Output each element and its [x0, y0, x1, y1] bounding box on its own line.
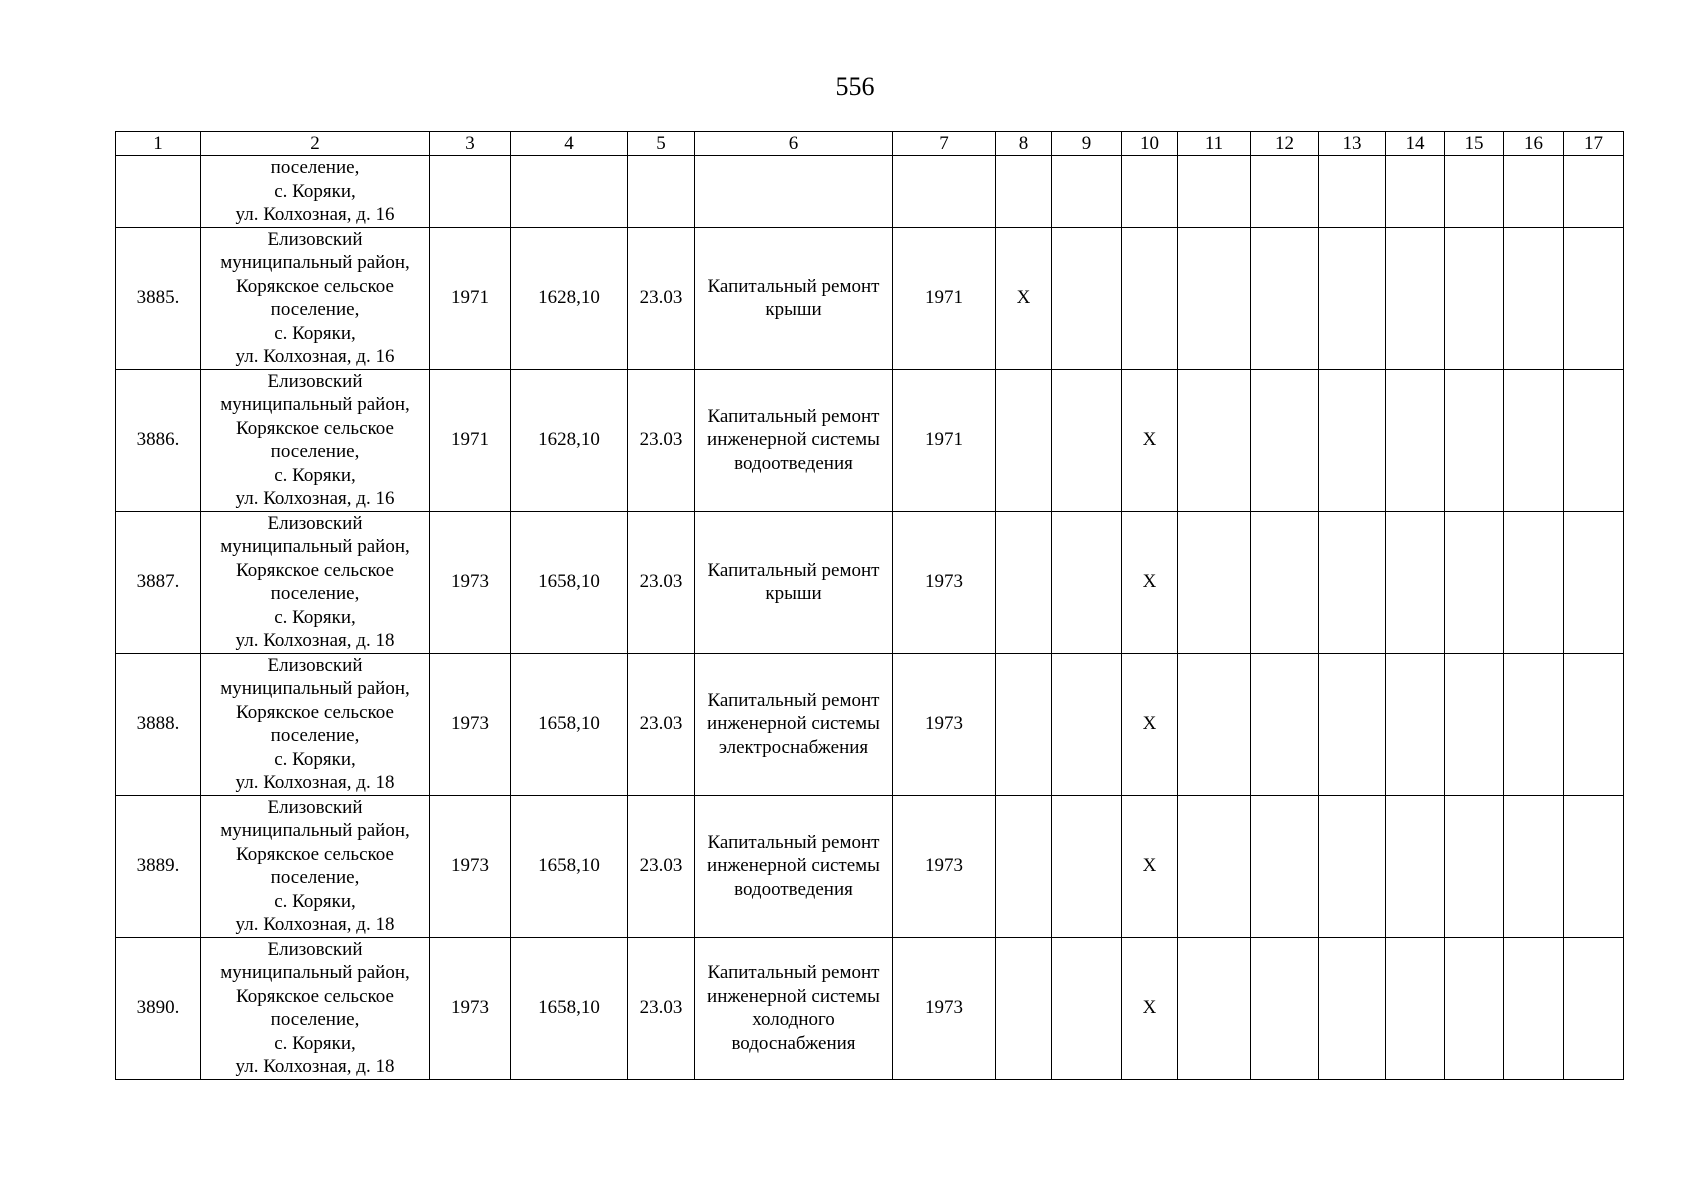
cell-empty: [430, 156, 511, 228]
cell-area: 1658,10: [511, 653, 628, 795]
address-line: с. Коряки,: [274, 1032, 356, 1054]
cell-empty: [1504, 227, 1564, 369]
page-number: 556: [835, 72, 875, 101]
cell-year: 1971: [430, 227, 511, 369]
cell-empty: [1564, 653, 1624, 795]
cell-empty: [1319, 795, 1386, 937]
address-line: муниципальный район,: [220, 536, 410, 557]
cell-empty: [1564, 369, 1624, 511]
column-header: 10: [1122, 132, 1178, 156]
cell-empty: [1178, 937, 1251, 1079]
cell-work: Капитальный ремонт инженерной системы холодного водоснабжения: [695, 937, 893, 1079]
cell-empty: [1251, 653, 1319, 795]
cell-empty: [1445, 369, 1504, 511]
address-line: Елизовский: [267, 796, 363, 818]
cell-code: 23.03: [628, 795, 695, 937]
address-line: с. Коряки,: [274, 464, 356, 486]
address-line: муниципальный район,: [220, 394, 410, 415]
cell-year: 1973: [430, 653, 511, 795]
cell-empty: [996, 937, 1052, 1079]
cell-empty: [1251, 369, 1319, 511]
address-line: Корякское сельское: [236, 701, 394, 723]
header-row: [116, 132, 1624, 156]
cell-empty: [996, 511, 1052, 653]
cell-empty: [1052, 227, 1122, 369]
cell-empty: [1251, 937, 1319, 1079]
cell-empty: [1564, 937, 1624, 1079]
cell-work: Капитальный ремонт инженерной системы водоотведения: [695, 369, 893, 511]
address-line: ул. Колхозная, д. 18: [235, 772, 395, 793]
column-header: 2: [201, 132, 430, 156]
cell-empty: [996, 653, 1052, 795]
address-line: муниципальный район,: [220, 962, 410, 983]
cell-num: [116, 156, 201, 228]
cell-year: 1973: [430, 937, 511, 1079]
column-header: 11: [1178, 132, 1251, 156]
cell-year: 1973: [430, 795, 511, 937]
cell-address: [201, 156, 430, 228]
cell-empty: [996, 369, 1052, 511]
cell-empty: [1504, 795, 1564, 937]
cell-empty: [996, 156, 1052, 228]
cell-empty: [1251, 795, 1319, 937]
address-line: Елизовский: [267, 938, 363, 960]
cell-area: 1658,10: [511, 511, 628, 653]
address-line: с. Коряки,: [274, 748, 356, 770]
cell-empty: [1052, 369, 1122, 511]
cell-address: [201, 937, 430, 1079]
cell-code: 23.03: [628, 653, 695, 795]
cell-empty: [1052, 653, 1122, 795]
cell-empty: [1178, 511, 1251, 653]
address-line: муниципальный район,: [220, 820, 410, 841]
cell-address: [201, 369, 430, 511]
address-line: с. Коряки,: [274, 322, 356, 344]
address-line: ул. Колхозная, д. 16: [235, 346, 395, 367]
cell-empty: [1178, 227, 1251, 369]
cell-empty: [1052, 795, 1122, 937]
cell-empty: [1122, 227, 1178, 369]
cell-empty: [1564, 227, 1624, 369]
cell-area: 1658,10: [511, 795, 628, 937]
cell-empty: [1564, 511, 1624, 653]
cell-empty: [1178, 653, 1251, 795]
address-line: Корякское сельское: [236, 985, 394, 1007]
cell-empty: [1052, 937, 1122, 1079]
cell-empty: [1504, 937, 1564, 1079]
cell-year2: 1973: [893, 511, 996, 653]
column-header: 15: [1445, 132, 1504, 156]
cell-year2: 1973: [893, 795, 996, 937]
address-line: поселение,: [270, 299, 360, 320]
table-row: [116, 795, 1624, 937]
cell-empty: [1319, 369, 1386, 511]
address-line: ул. Колхозная, д. 18: [235, 914, 395, 935]
column-header: 14: [1386, 132, 1445, 156]
cell-empty: [1251, 511, 1319, 653]
address-line: поселение,: [270, 583, 360, 604]
cell-empty: [628, 156, 695, 228]
cell-empty: [1251, 227, 1319, 369]
address-line: с. Коряки,: [274, 890, 356, 912]
cell-empty: [1445, 653, 1504, 795]
table-row: [116, 937, 1624, 1079]
cell-empty: [1504, 369, 1564, 511]
column-header: 12: [1251, 132, 1319, 156]
cell-empty: [1319, 937, 1386, 1079]
address-line: с. Коряки,: [274, 606, 356, 628]
column-header: 8: [996, 132, 1052, 156]
continuation-row: [116, 156, 1624, 228]
address-line: Елизовский: [267, 654, 363, 676]
cell-num: 3886.: [116, 369, 201, 511]
cell-work: Капитальный ремонт крыши: [695, 227, 893, 369]
cell-code: 23.03: [628, 937, 695, 1079]
cell-mark: Х: [1122, 653, 1178, 795]
cell-empty: [1445, 227, 1504, 369]
address-line: Елизовский: [267, 370, 363, 392]
cell-empty: [1122, 156, 1178, 228]
register-table: [115, 131, 1624, 1080]
cell-mark: Х: [1122, 937, 1178, 1079]
address-line: муниципальный район,: [220, 678, 410, 699]
column-header: 1: [116, 132, 201, 156]
cell-empty: [1504, 511, 1564, 653]
cell-num: 3888.: [116, 653, 201, 795]
table-row: [116, 653, 1624, 795]
cell-num: 3890.: [116, 937, 201, 1079]
cell-empty: [1504, 653, 1564, 795]
cell-empty: [1386, 795, 1445, 937]
cell-empty: [1386, 156, 1445, 228]
address-line: Елизовский: [267, 512, 363, 534]
cell-empty: [1319, 227, 1386, 369]
cell-code: 23.03: [628, 227, 695, 369]
cell-empty: [1386, 937, 1445, 1079]
column-header: 5: [628, 132, 695, 156]
column-header: 4: [511, 132, 628, 156]
cell-year2: 1971: [893, 227, 996, 369]
cell-num: 3889.: [116, 795, 201, 937]
table-row: [116, 511, 1624, 653]
address-line: ул. Колхозная, д. 16: [235, 204, 395, 225]
cell-address: [201, 795, 430, 937]
cell-empty: [1178, 369, 1251, 511]
cell-empty: [1564, 156, 1624, 228]
cell-address: [201, 653, 430, 795]
address-line: муниципальный район,: [220, 252, 410, 273]
cell-address: [201, 511, 430, 653]
cell-year: 1973: [430, 511, 511, 653]
address-line: Елизовский: [267, 228, 363, 250]
table-row: [116, 369, 1624, 511]
cell-empty: [1178, 156, 1251, 228]
address-line: Корякское сельское: [236, 417, 394, 439]
cell-num: 3885.: [116, 227, 201, 369]
cell-empty: [1445, 937, 1504, 1079]
cell-empty: [1319, 653, 1386, 795]
cell-empty: [1445, 156, 1504, 228]
address-line: ул. Колхозная, д. 18: [235, 630, 395, 651]
cell-area: 1658,10: [511, 937, 628, 1079]
cell-empty: [1386, 653, 1445, 795]
address-line: поселение,: [270, 157, 360, 178]
address-line: поселение,: [270, 725, 360, 746]
column-header: 9: [1052, 132, 1122, 156]
address-line: Корякское сельское: [236, 843, 394, 865]
cell-code: 23.03: [628, 511, 695, 653]
cell-empty: [1564, 795, 1624, 937]
cell-address: [201, 227, 430, 369]
cell-empty: [695, 156, 893, 228]
address-line: Корякское сельское: [236, 275, 394, 297]
cell-empty: [1445, 795, 1504, 937]
cell-empty: [1052, 511, 1122, 653]
column-header: 16: [1504, 132, 1564, 156]
address-line: ул. Колхозная, д. 16: [235, 488, 395, 509]
cell-work: Капитальный ремонт инженерной системы электроснабжения: [695, 653, 893, 795]
cell-mark: Х: [1122, 795, 1178, 937]
address-line: поселение,: [270, 441, 360, 462]
cell-empty: [1319, 156, 1386, 228]
column-header: 6: [695, 132, 893, 156]
cell-mark: Х: [996, 227, 1052, 369]
cell-year: 1971: [430, 369, 511, 511]
cell-empty: [1386, 369, 1445, 511]
cell-empty: [1445, 511, 1504, 653]
cell-empty: [996, 795, 1052, 937]
cell-mark: Х: [1122, 369, 1178, 511]
cell-year2: 1973: [893, 653, 996, 795]
cell-area: 1628,10: [511, 369, 628, 511]
cell-work: Капитальный ремонт крыши: [695, 511, 893, 653]
cell-empty: [893, 156, 996, 228]
cell-empty: [511, 156, 628, 228]
cell-empty: [1386, 227, 1445, 369]
cell-empty: [1052, 156, 1122, 228]
address-line: поселение,: [270, 1009, 360, 1030]
cell-empty: [1319, 511, 1386, 653]
address-line: ул. Колхозная, д. 18: [235, 1056, 395, 1077]
cell-num: 3887.: [116, 511, 201, 653]
address-line: с. Коряки,: [274, 180, 356, 202]
cell-year2: 1973: [893, 937, 996, 1079]
cell-work: Капитальный ремонт инженерной системы водоотведения: [695, 795, 893, 937]
address-line: поселение,: [270, 867, 360, 888]
column-header: 7: [893, 132, 996, 156]
column-header: 13: [1319, 132, 1386, 156]
cell-area: 1628,10: [511, 227, 628, 369]
cell-code: 23.03: [628, 369, 695, 511]
cell-empty: [1178, 795, 1251, 937]
column-header: 17: [1564, 132, 1624, 156]
address-line: Корякское сельское: [236, 559, 394, 581]
table-row: [116, 227, 1624, 369]
cell-empty: [1251, 156, 1319, 228]
cell-year2: 1971: [893, 369, 996, 511]
cell-empty: [1504, 156, 1564, 228]
column-header: 3: [430, 132, 511, 156]
cell-empty: [1386, 511, 1445, 653]
cell-mark: Х: [1122, 511, 1178, 653]
